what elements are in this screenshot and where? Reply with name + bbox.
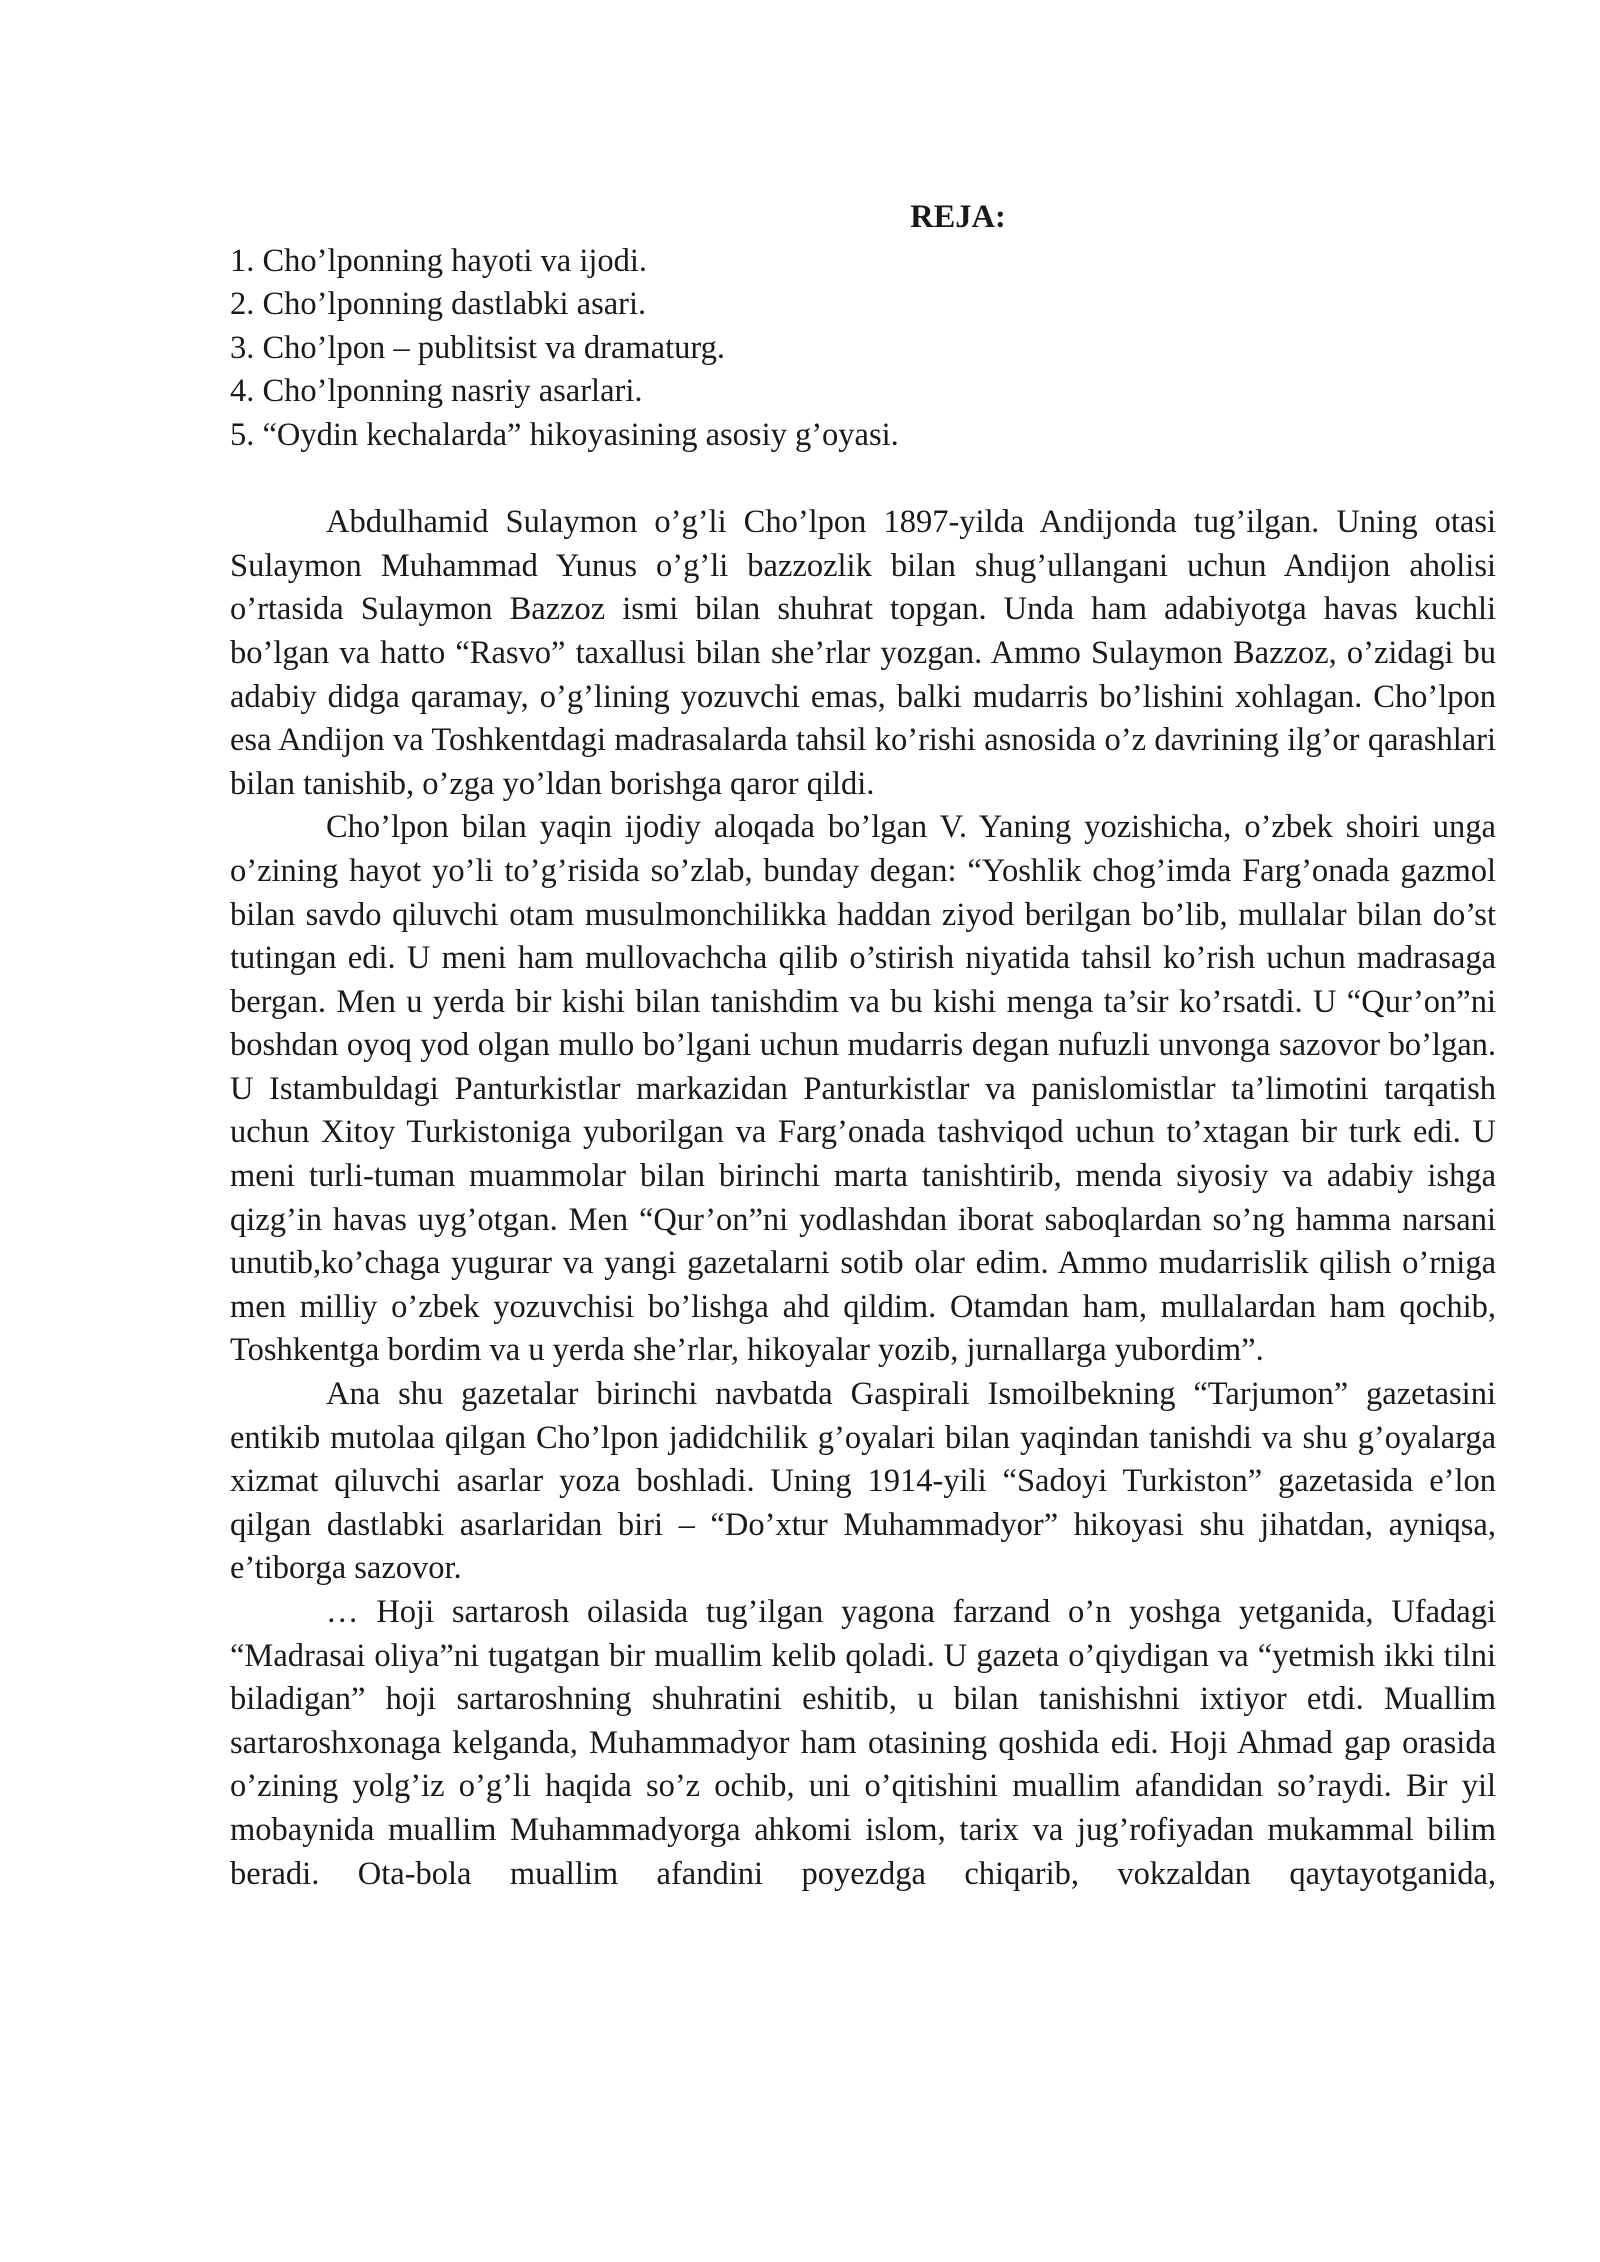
page-title: REJA: xyxy=(910,199,1006,235)
plan-item: 2. Cho’lponning dastlabki asari. xyxy=(230,286,647,323)
plan-item: 3. Cho’lpon – publitsist va dramaturg. xyxy=(230,329,725,366)
plan-item: 4. Cho’lponning nasriy asarlari. xyxy=(230,373,643,410)
plan-item: 5. “Oydin kechalarda” hikoyasining asosiy g’oyasi. xyxy=(230,416,899,453)
plan-list xyxy=(230,240,1496,458)
paragraph-story: … Hoji sartarosh oilasida tug’ilgan yagona farzand o’n yoshga yetganida, Ufadagi “Madrasai oliya”ni tugatgan bir muallim kelib qoladi. U gazeta o’qiydigan va “yetmish ikki tilni biladigan” hoji sartaroshning shuhratini eshitib, u bilan tanishishni ixtiyor etdi. Muallim sartaroshxonaga kelganda, Muhammadyor ham otasining qoshida edi. Hoji Ahmad gap orasida o’zining yolg’iz o’g’li haqida so’z ochib, uni o’qitishini muallim afandidan so’raydi. Bir yil mobaynida muallim Muhammadyorga ahkomi islom, tarix va jug’rofiyadan mukammal bilim beradi. Ota-bola muallim afandini poyezdga chiqarib, vokzaldan qaytayotganida, xyxy=(230,1594,1496,1892)
plan-item: 1. Cho’lponning hayoti va ijodi. xyxy=(230,242,648,279)
paragraph-quote: Cho’lpon bilan yaqin ijodiy aloqada bo’lgan V. Yaning yozishicha, o’zbek shoiri unga o’zining hayot yo’li to’g’risida so’zlab, bunday degan: “Yoshlik chog’imda Farg’onada gazmol bilan savdo qiluvchi otam musulmonchilikka haddan ziyod berilgan bo’lib, mullalar bilan do’st tutingan edi. U meni ham mullovachcha qilib o’stirish niyatida tahsil ko’rish uchun madrasaga bergan. Men u yerda bir kishi bilan tanishdim va bu kishi menga ta’sir ko’rsatdi. U “Qur’on”ni boshdan oyoq yod olgan mullo bo’lgani uchun mudarris degan nufuzli unvonga sazovor bo’lgan. U Istambuldagi Panturkistlar markazidan Panturkistlar va panislomistlar ta’limotini tarqatish uchun Xitoy Turkistoniga yuborilgan va Farg’onada tashviqod uchun to’xtagan bir turk edi. U meni turli-tuman muammolar bilan birinchi marta tanishtirib, menda siyosiy va adabiy ishga qizg’in havas uyg’otgan. Men “Qur’on”ni yodlashdan iborat saboqlardan so’ng hamma narsani unutib,ko’chaga yugurar va yangi gazetalarni sotib olar edim. Ammo mudarrislik qilish o’rniga men milliy o’zbek yozuvchisi bo’lishga ahd qildim. Otamdan ham, mullalardan ham qochib, Toshkentga bordim va u yerda she’rlar, hikoyalar yozib, jurnallarga yubordim”. xyxy=(230,809,1496,1369)
document-body xyxy=(230,196,1496,1896)
section-gap xyxy=(230,458,1496,502)
paragraph-tarjumon: Ana shu gazetalar birinchi navbatda Gaspirali Ismoilbekning “Tarjumon” gazetasini entikib mutolaa qilgan Cho’lpon jadidchilik g’oyalari bilan yaqindan tanishdi va shu g’oyalarga xizmat qiluvchi asarlar yoza boshladi. Uning 1914-yili “Sadoyi Turkiston” gazetasida e’lon qilgan dastlabki asarlaridan biri – “Do’xtur Muhammadyor” hikoyasi shu jihatdan, ayniqsa, e’tiborga sazovor. xyxy=(230,1376,1496,1587)
paragraph-biography: Abdulhamid Sulaymon o’g’li Cho’lpon 1897-yilda Andijonda tug’ilgan. Uning otasi Sulaymon Muhammad Yunus o’g’li bazzozlik bilan shug’ullangani uchun Andijon aholisi o’rtasida Sulaymon Bazzoz ismi bilan shuhrat topgan. Unda ham adabiyotga havas kuchli bo’lgan va hatto “Rasvo” taxallusi bilan she’rlar yozgan. Ammo Sulaymon Bazzoz, o’zidagi bu adabiy didga qaramay, o’g’lining yozuvchi emas, balki mudarris bo’lishini xohlagan. Cho’lpon esa Andijon va Toshkentdagi madrasalarda tahsil ko’rishi asnosida o’z davrining ilg’or qarashlari bilan tanishib, o’zga yo’ldan borishga qaror qildi. xyxy=(230,504,1496,802)
